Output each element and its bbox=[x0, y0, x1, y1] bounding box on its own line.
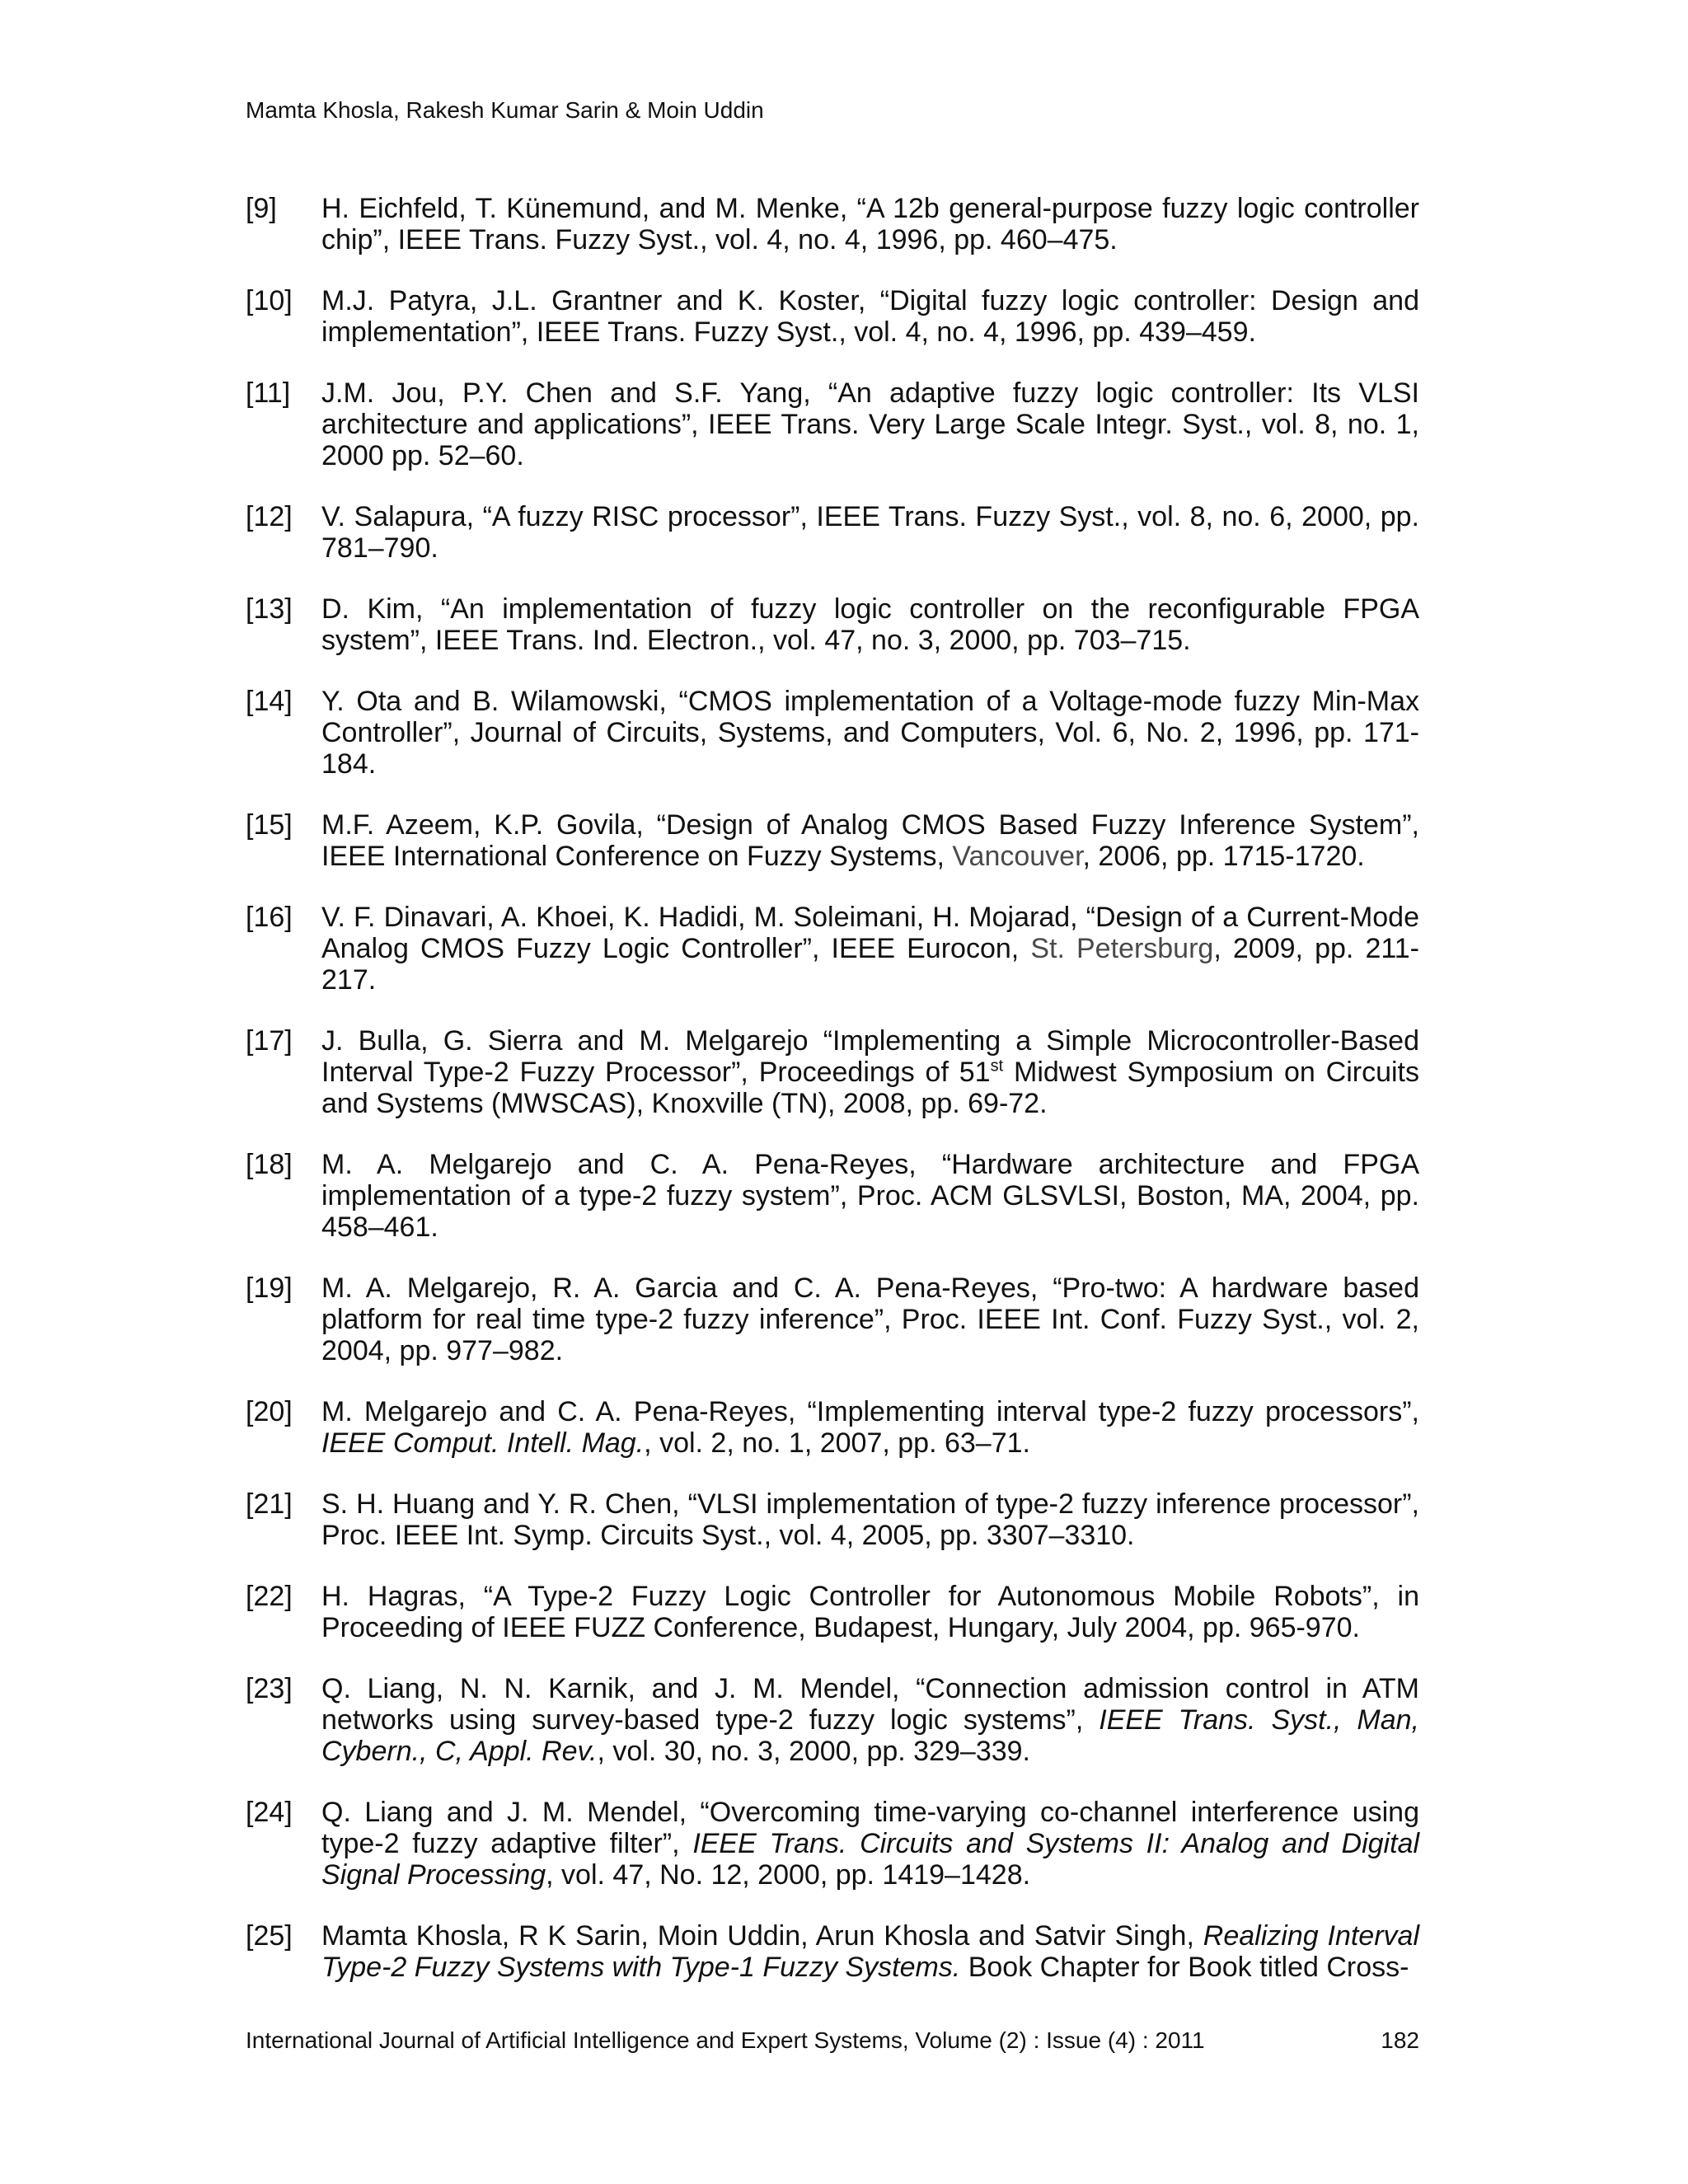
reference-text-part: , vol. 2, no. 1, 2007, pp. 63–71. bbox=[644, 1427, 1030, 1459]
reference-text bbox=[321, 902, 1419, 996]
reference-place: St. Petersburg bbox=[1030, 933, 1214, 964]
reference-number: [15] bbox=[246, 809, 293, 841]
reference-item bbox=[246, 593, 1419, 656]
reference-text-part: V. F. Dinavari, A. Khoei, K. Hadidi, M. Soleimani, H. Mojarad, “Design of a Current-Mode Analog CMOS Fuzzy Logic Controller”, IEEE Eurocon, bbox=[321, 902, 1419, 964]
reference-number: [25] bbox=[246, 1920, 293, 1952]
reference-number: [22] bbox=[246, 1581, 293, 1612]
reference-text-part: Q. Liang and J. M. Mendel, “Overcoming time-varying co-channel interference using type-2 fuzzy adaptive filter”, bbox=[321, 1797, 1419, 1859]
reference-text-part: Book Chapter for Book titled Cross- bbox=[960, 1952, 1409, 1983]
reference-text: M.J. Patyra, J.L. Grantner and K. Koster, “Digital fuzzy logic controller: Design and implementation”, IEEE Trans. Fuzzy Syst., vol. 4, no. 4, 1996, pp. 439–459. bbox=[321, 285, 1419, 348]
reference-venue: IEEE Comput. Intell. Mag. bbox=[321, 1427, 645, 1459]
reference-text: D. Kim, “An implementation of fuzzy logic controller on the reconfigurable FPGA system”, IEEE Trans. Ind. Electron., vol. 47, no. 3, 2000, pp. 703–715. bbox=[321, 593, 1419, 656]
reference-list bbox=[246, 193, 1419, 2013]
reference-text: M. A. Melgarejo and C. A. Pena-Reyes, “Hardware architecture and FPGA implementation of a type-2 fuzzy system”, Proc. ACM GLSVLSI, Boston, MA, 2004, pp. 458–461. bbox=[321, 1149, 1419, 1243]
reference-text: V. Salapura, “A fuzzy RISC processor”, IEEE Trans. Fuzzy Syst., vol. 8, no. 6, 2000, pp. 781–790. bbox=[321, 501, 1419, 564]
reference-item bbox=[246, 1488, 1419, 1551]
reference-text-part: M. Melgarejo and C. A. Pena-Reyes, “Implementing interval type-2 fuzzy processors”, bbox=[321, 1396, 1419, 1427]
reference-number: [13] bbox=[246, 593, 293, 625]
reference-text: H. Hagras, “A Type-2 Fuzzy Logic Controller for Autonomous Mobile Robots”, in Proceeding of IEEE FUZZ Conference, Budapest, Hungary, July 2004, pp. 965-970. bbox=[321, 1581, 1419, 1643]
reference-number: [9] bbox=[246, 193, 277, 224]
reference-item bbox=[246, 1797, 1419, 1891]
reference-text-part: Q. Liang, N. N. Karnik, and J. M. Mendel, “Connection admission control in ATM networks using survey-based type-2 fuzzy logic systems”, bbox=[321, 1673, 1419, 1736]
reference-text bbox=[321, 809, 1419, 872]
reference-number: [20] bbox=[246, 1396, 293, 1427]
reference-item bbox=[246, 285, 1419, 348]
reference-item bbox=[246, 1920, 1419, 1983]
reference-place: Vancouver bbox=[952, 841, 1083, 872]
reference-text bbox=[321, 1396, 1419, 1459]
reference-text: J.M. Jou, P.Y. Chen and S.F. Yang, “An adaptive fuzzy logic controller: Its VLSI architecture and applications”, IEEE Trans. Very Large Scale Integr. Syst., vol. 8, no. 1, 2000 pp. 52–60. bbox=[321, 377, 1419, 471]
reference-text: S. H. Huang and Y. R. Chen, “VLSI implementation of type-2 fuzzy inference processor”, Proc. IEEE Int. Symp. Circuits Syst., vol. 4, 2005, pp. 3307–3310. bbox=[321, 1488, 1419, 1551]
reference-number: [14] bbox=[246, 686, 293, 717]
reference-text-part: Midwest Symposium on Circuits and Systems (MWSCAS), Knoxville (TN), 2008, pp. 69-72. bbox=[321, 1057, 1419, 1119]
reference-text-part: , vol. 30, no. 3, 2000, pp. 329–339. bbox=[597, 1736, 1030, 1767]
reference-text-part: M.F. Azeem, K.P. Govila, “Design of Analog CMOS Based Fuzzy Inference System”, IEEE International Conference on Fuzzy Systems, bbox=[321, 809, 1419, 872]
reference-number: [23] bbox=[246, 1673, 293, 1704]
reference-text: H. Eichfeld, T. Künemund, and M. Menke, “A 12b general-purpose fuzzy logic controller chip”, IEEE Trans. Fuzzy Syst., vol. 4, no. 4, 1996, pp. 460–475. bbox=[321, 193, 1419, 255]
reference-text bbox=[321, 1797, 1419, 1891]
reference-item bbox=[246, 686, 1419, 780]
reference-title: Realizing Interval Type-2 Fuzzy Systems with Type-1 Fuzzy Systems. bbox=[321, 1920, 1420, 1983]
reference-item bbox=[246, 1673, 1419, 1767]
reference-item bbox=[246, 1149, 1419, 1243]
reference-text-part: J. Bulla, G. Sierra and M. Melgarejo “Implementing a Simple Microcontroller-Based Interval Type-2 Fuzzy Processor”, Proceedings of 51 bbox=[321, 1025, 1419, 1088]
reference-text-part: , 2009, pp. 211-217. bbox=[321, 933, 1419, 996]
reference-number: [21] bbox=[246, 1488, 293, 1520]
reference-text bbox=[321, 1673, 1419, 1767]
reference-item bbox=[246, 1025, 1419, 1119]
reference-item bbox=[246, 1396, 1419, 1459]
reference-text-part: , 2006, pp. 1715-1720. bbox=[1082, 841, 1365, 872]
ordinal-superscript: st bbox=[990, 1057, 1004, 1076]
running-header: Mamta Khosla, Rakesh Kumar Sarin & Moin Uddin bbox=[246, 97, 764, 123]
reference-number: [10] bbox=[246, 285, 293, 316]
reference-text: Y. Ota and B. Wilamowski, “CMOS implementation of a Voltage-mode fuzzy Min-Max Controller”, Journal of Circuits, Systems, and Computers, Vol. 6, No. 2, 1996, pp. 171-184. bbox=[321, 686, 1419, 780]
reference-number: [17] bbox=[246, 1025, 293, 1057]
reference-item bbox=[246, 1581, 1419, 1643]
reference-number: [12] bbox=[246, 501, 293, 532]
reference-item bbox=[246, 193, 1419, 255]
reference-number: [24] bbox=[246, 1797, 293, 1828]
reference-venue: IEEE Trans. Circuits and Systems II: Analog and Digital Signal Processing bbox=[321, 1828, 1419, 1891]
reference-text bbox=[321, 1025, 1419, 1119]
journal-citation: International Journal of Artificial Intelligence and Expert Systems, Volume (2) : Issue (4) : 2011 bbox=[246, 2027, 1205, 2053]
reference-number: [11] bbox=[246, 377, 291, 409]
reference-text-part: , vol. 47, No. 12, 2000, pp. 1419–1428. bbox=[546, 1859, 1031, 1891]
reference-item bbox=[246, 377, 1419, 471]
reference-number: [16] bbox=[246, 902, 293, 933]
reference-number: [19] bbox=[246, 1272, 293, 1304]
reference-item bbox=[246, 1272, 1419, 1366]
reference-item bbox=[246, 501, 1419, 564]
reference-text: M. A. Melgarejo, R. A. Garcia and C. A. Pena-Reyes, “Pro-two: A hardware based platform for real time type-2 fuzzy inference”, Proc. IEEE Int. Conf. Fuzzy Syst., vol. 2, 2004, pp. 977–982. bbox=[321, 1272, 1419, 1366]
reference-text-part: Mamta Khosla, R K Sarin, Moin Uddin, Arun Khosla and Satvir Singh, bbox=[321, 1920, 1203, 1952]
reference-text bbox=[321, 1920, 1419, 1983]
reference-number: [18] bbox=[246, 1149, 293, 1180]
reference-venue: IEEE Trans. Syst., Man, Cybern., C, Appl. Rev. bbox=[321, 1704, 1419, 1767]
reference-item bbox=[246, 902, 1419, 996]
reference-item bbox=[246, 809, 1419, 872]
page-number: 182 bbox=[1381, 2027, 1419, 2053]
